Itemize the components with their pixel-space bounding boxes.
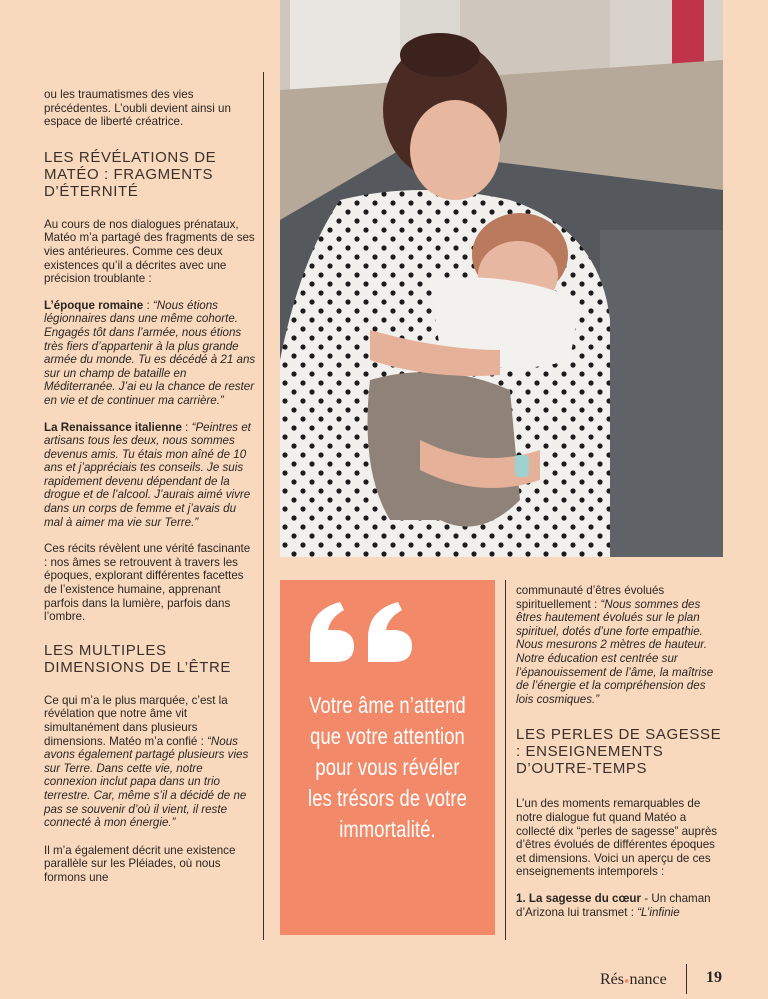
right-column-rule <box>505 580 506 940</box>
magazine-brand <box>600 971 667 989</box>
left-column <box>44 88 256 898</box>
brand-start: Rés <box>600 971 624 988</box>
roman-quote: “Nous étions légionnaires dans une même cohorte. Engagés tôt dans l’armée, nous étions très fiers d’appartenir à la plus grande armée du monde. Tu es décédé à 21 ans sur un champ de bataille en Méditerranée. J’ai eu la chance de rester en vie et de continuer ma carrière.” <box>44 298 256 407</box>
paragraph-roman <box>44 299 256 408</box>
paragraph-perles: L’un des moments remarquables de notre dialogue fut quand Matéo a collecté dix “perles de sagesse” auprès d’êtres évolués de différentes époques et dimensions. Voici un aperçu de ces enseignements intemporels : <box>516 797 718 879</box>
page-number: 19 <box>706 969 722 986</box>
renaissance-quote: “Peintres et artisans tous les deux, nous sommes devenus amis. Tu étais mon aîné de 10 ans et j’appréciais tes conseils. Je suis rapidement devenu dépendant de la drogue et de l’alcool. J’aurais aimé vivre dans un corps de femme et j’avais du mal à aimer ma vie sur Terre.” <box>44 420 251 529</box>
community-text: communauté d’êtres évolués spirituellement : <box>516 584 665 611</box>
roman-label: L’époque romaine <box>44 298 144 312</box>
item1-quote: “L’infinie <box>637 905 680 919</box>
pull-quote <box>280 580 495 935</box>
community-quote: “Nous sommes des êtres hautement évolués sur le plan spirituel, dotés d’une forte empathie. Nous mesurons 2 mètres de hauteur. Notre éducation est centrée sur l’épanouissement de l’âme, la maîtrise de l’énergie et la compréhension des lois cosmiques.” <box>516 597 714 706</box>
renaissance-label: La Renaissance italienne <box>44 420 182 434</box>
dimensions-quote: “Nous avons également partagé plusieurs vies sur Terre. Dans cette vie, notre connexion inclut papa dans un trio terrestre. Car, même s’il a décidé de ne pas se souvenir d’où il vient, il reste connecté à mon énergie.” <box>44 734 249 830</box>
heading-dimensions: LES MULTIPLES DIMENSIONS DE L’ÊTRE <box>44 641 232 676</box>
paragraph-recits: Ces récits révèlent une vérité fascinante : nos âmes se retrouvent à travers les époques, explorant différentes facettes de l’existence humaine, apprenant parfois dans la lumière, parfois dans l’ombre. <box>44 542 251 624</box>
item1-label: 1. La sagesse du cœur <box>516 891 642 905</box>
pull-quote-text: Votre âme n’attend que votre attention pour vous révéler les trésors de votre immortalité. <box>308 692 467 842</box>
item1-text: - Un chaman d’Arizona lui transmet : <box>516 891 711 919</box>
heading-revelations: LES RÉVÉLATIONS DE MATÉO : FRAGMENTS D’ÉTERNITÉ <box>44 148 217 200</box>
photo-mother-baby <box>280 0 723 557</box>
brand-dot-icon: ● <box>624 975 630 986</box>
dimensions-text: Ce qui m’a le plus marquée, c’est la révélation que notre âme vit simultanément dans plusieurs dimensions. Matéo m’a confié : <box>44 693 228 748</box>
left-column-rule <box>263 72 264 940</box>
quote-mark-icon <box>308 602 418 664</box>
intro-paragraph: ou les traumatismes des vies précédentes. L’oubli devient ainsi un espace de liberté créatrice. <box>44 88 231 129</box>
paragraph-renaissance <box>44 421 256 530</box>
photo-illustration <box>280 0 723 557</box>
footer-rule <box>686 964 687 994</box>
heading-perles: LES PERLES DE SAGESSE : ENSEIGNEMENTS D’OUTRE-TEMPS <box>516 726 722 778</box>
paragraph-community <box>516 584 726 706</box>
right-column <box>516 584 726 932</box>
renaissance-sep: : <box>181 420 192 434</box>
brand-end: nance <box>629 971 667 988</box>
paragraph-dialogues: Au cours de nos dialogues prénataux, Matéo m’a partagé des fragments de ses vies antérieures. Comme ces deux existences qu’il a décrites avec une précision troublante : <box>44 217 255 286</box>
roman-sep: : <box>143 298 153 312</box>
paragraph-item1 <box>516 892 726 919</box>
paragraph-dimensions <box>44 694 256 830</box>
paragraph-pleiades: Il m’a également décrit une existence parallèle sur les Pléiades, où nous formons une <box>44 843 236 884</box>
